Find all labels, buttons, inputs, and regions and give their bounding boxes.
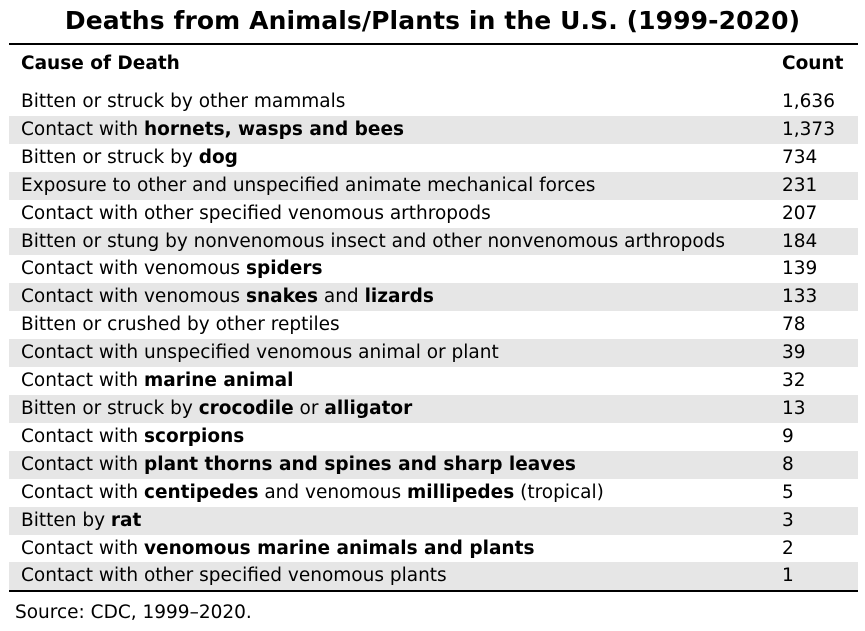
count-cell: 3 [770, 507, 858, 535]
count-cell: 8 [770, 451, 858, 479]
cause-emphasis: scorpions [144, 425, 245, 447]
cause-text: Bitten or stung by nonvenomous insect and other nonvenomous arthropods [21, 230, 726, 252]
count-cell: 32 [782, 370, 806, 392]
count-cell: 1 [770, 562, 858, 591]
cause-emphasis: millipedes [407, 481, 515, 503]
table-row [9, 228, 858, 256]
count-cell: 2 [782, 537, 794, 559]
cause-emphasis: dog [198, 146, 238, 168]
header-cause: Cause of Death [9, 44, 770, 85]
table-row [9, 395, 858, 423]
count-cell: 1,636 [770, 85, 858, 116]
cause-text: Bitten or crushed by other reptiles [21, 314, 340, 336]
table-row [9, 535, 858, 563]
cause-text: Bitten or struck by [21, 397, 199, 419]
cause-cell [9, 144, 770, 172]
cause-text: Contact with [21, 370, 144, 392]
data-table-container [9, 43, 858, 592]
table-row [9, 339, 858, 367]
cause-emphasis: spiders [245, 258, 323, 280]
cause-cell [9, 451, 770, 479]
cause-text: Contact with [21, 453, 144, 475]
deaths-table [9, 43, 858, 592]
count-cell: 231 [770, 172, 858, 200]
cause-text: Bitten by [21, 509, 111, 531]
cause-text: Contact with unspecified venomous animal or plant [21, 342, 499, 364]
cause-emphasis: rat [110, 509, 142, 531]
table-header [9, 44, 858, 85]
table-row [9, 479, 858, 507]
cause-emphasis: centipedes [144, 481, 259, 503]
table-row [9, 367, 858, 395]
cause-cell [9, 116, 770, 144]
cause-text: Contact with venomous [21, 258, 246, 280]
table-body [9, 85, 858, 591]
cause-emphasis: venomous marine animals and plants [144, 537, 535, 559]
cause-emphasis: snakes [245, 286, 318, 308]
cause-cell [9, 172, 770, 200]
cause-text: Bitten or struck by [21, 146, 199, 168]
cause-cell [9, 479, 770, 507]
cause-cell [9, 255, 770, 283]
source-note: Source: CDC, 1999–2020. [15, 602, 252, 623]
count-cell: 207 [782, 202, 818, 224]
count-cell: 734 [782, 146, 818, 168]
cause-cell [9, 507, 770, 535]
cause-text: Contact with [21, 118, 144, 140]
cause-text: Exposure to other and unspecified animate mechanical forces [21, 174, 596, 196]
count-cell: 78 [782, 314, 806, 336]
table-row [9, 562, 858, 591]
cause-text: Contact with [21, 481, 144, 503]
table-row [9, 283, 858, 311]
cause-cell [9, 423, 770, 451]
cause-emphasis: plant thorns and spines and sharp leaves [144, 453, 576, 475]
cause-emphasis: lizards [364, 286, 434, 308]
cause-text: Contact with other specified venomous plants [21, 565, 447, 587]
count-cell: 39 [770, 339, 858, 367]
cause-text: and venomous [258, 481, 407, 503]
cause-emphasis: marine animal [144, 370, 294, 392]
count-cell: 13 [770, 395, 858, 423]
table-row [9, 255, 858, 283]
cause-text: Contact with other specified venomous arthropods [21, 202, 491, 224]
cause-emphasis: hornets, wasps and bees [144, 118, 405, 140]
count-cell: 5 [782, 481, 794, 503]
header-count: Count [770, 44, 858, 85]
header-row [9, 44, 858, 85]
cause-text: Bitten or struck by other mammals [21, 91, 346, 112]
table-row [9, 144, 858, 172]
cause-cell [9, 395, 770, 423]
cause-emphasis: alligator [324, 397, 413, 419]
table-row [9, 311, 858, 339]
table-row [9, 451, 858, 479]
table-row [9, 85, 858, 116]
cause-cell [9, 535, 770, 563]
table-row [9, 172, 858, 200]
cause-cell [9, 339, 770, 367]
cause-text: and [317, 286, 365, 308]
cause-cell [9, 311, 770, 339]
cause-cell [9, 85, 770, 116]
table-row [9, 423, 858, 451]
cause-text: (tropical) [514, 481, 604, 503]
cause-text: Contact with [21, 425, 144, 447]
table-row [9, 507, 858, 535]
cause-text: Contact with [21, 537, 144, 559]
count-cell: 139 [782, 258, 818, 280]
table-row [9, 200, 858, 228]
cause-cell [9, 228, 770, 256]
table-title: Deaths from Animals/Plants in the U.S. (1999-2020) [64, 6, 801, 35]
count-cell: 9 [782, 425, 794, 447]
cause-emphasis: crocodile [198, 397, 294, 419]
cause-cell [9, 200, 770, 228]
count-cell: 184 [770, 228, 858, 256]
cause-text: or [293, 397, 325, 419]
cause-text: Contact with venomous [21, 286, 246, 308]
cause-cell [9, 367, 770, 395]
cause-cell [9, 283, 770, 311]
table-row [9, 116, 858, 144]
count-cell: 1,373 [770, 116, 858, 144]
cause-cell [9, 562, 770, 591]
count-cell: 133 [770, 283, 858, 311]
